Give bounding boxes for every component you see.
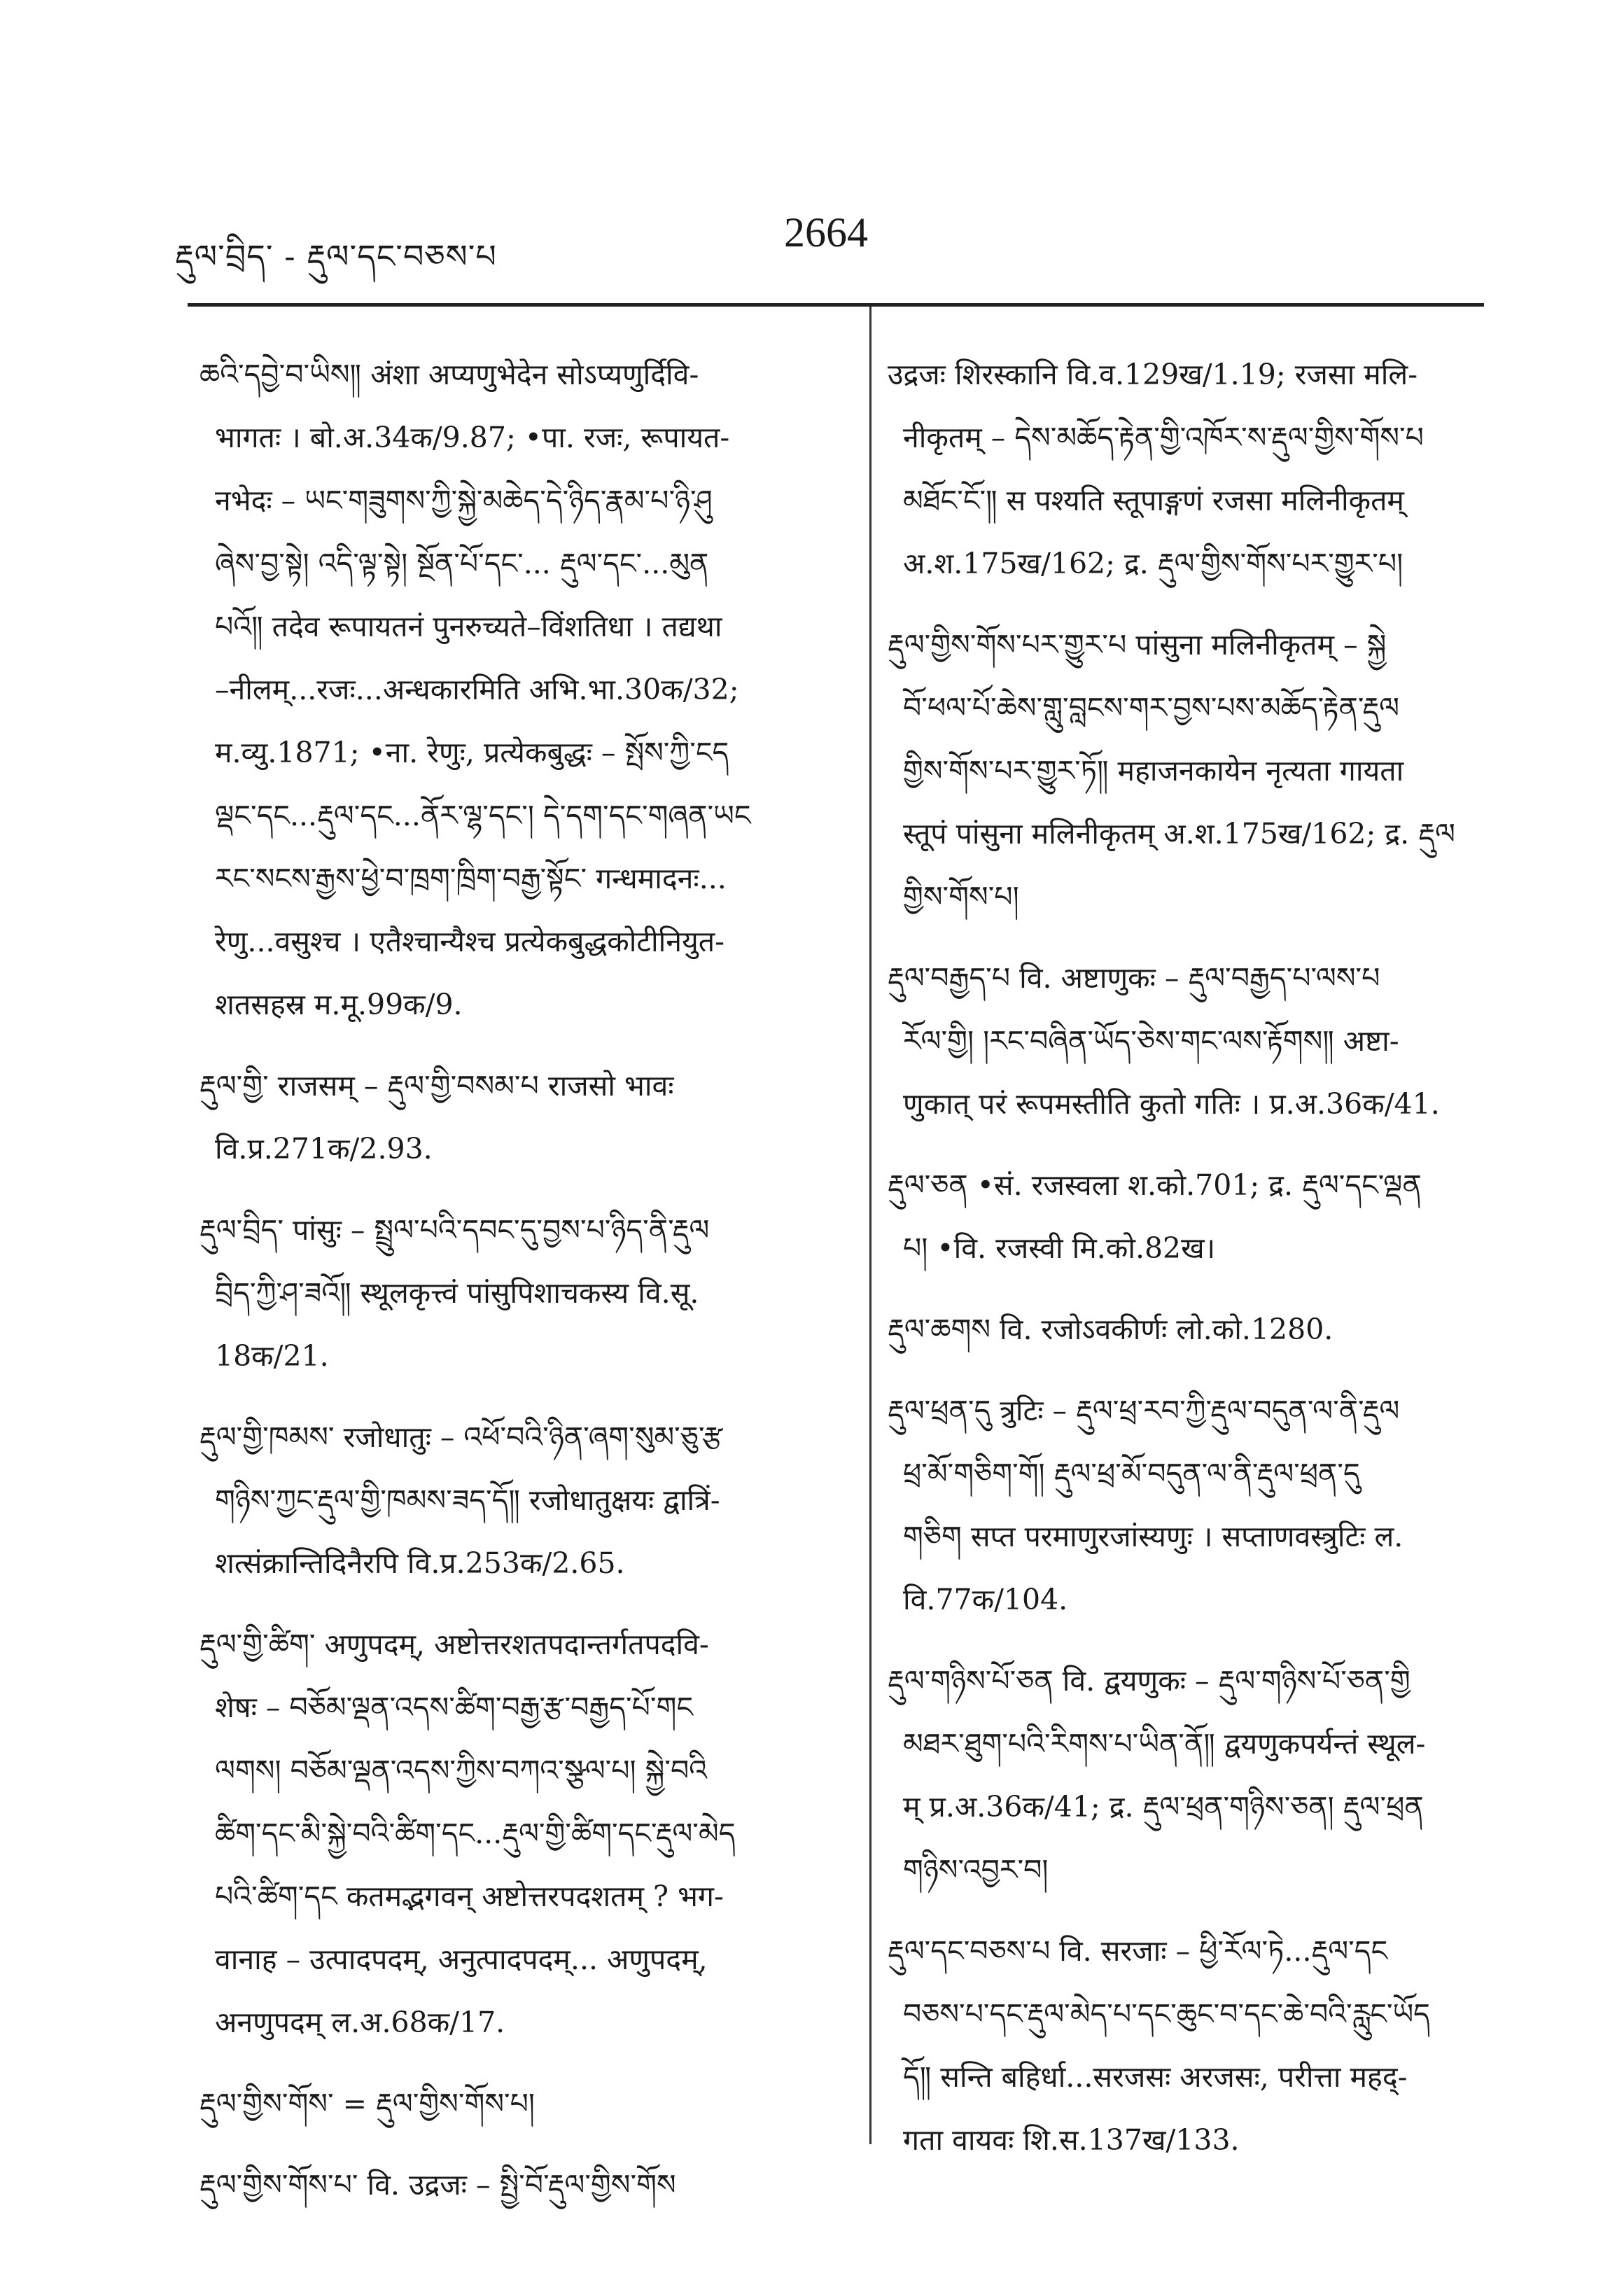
dictionary-entry	[200, 2153, 830, 2216]
dictionary-entry	[888, 1154, 1504, 1280]
entry-line: अ.श.175ख/162; द्र. རྡུལ་གྱིས་གོས་པར་གྱུར་པ།	[903, 547, 1404, 580]
entry-headline: རྡུལ་གྱི་ཚིག་ अणुपदम्, अष्टोत्तरशतपदान्तर्गतपदवि-	[200, 1628, 709, 1661]
dictionary-entry	[200, 1198, 830, 1387]
dictionary-entry	[200, 1406, 830, 1595]
dictionary-entry	[200, 2072, 830, 2135]
entry-line: དོ༎ सन्ति बहिर्धा...सरजसः अरजसः, परीत्ता महद्-	[903, 2060, 1408, 2094]
entry-line: भागतः । बो.अ.34क/9.87; •पा. रजः, रूपायत-	[215, 421, 730, 454]
entry-line: པ། •वि. रजस्वी मि.को.82ख।	[903, 1231, 1216, 1265]
header-rule	[188, 303, 1484, 307]
entry-line: ལགས། བཅོམ་ལྡན་འདས་ཀྱིས་བཀའ་སྩལ་པ། སྐྱེ་བའི	[215, 1754, 708, 1787]
entry-line: ཚིག་དང་མི་སྐྱེ་བའི་ཚིག་དང...རྡུལ་གྱི་ཚིག་དང་རྡུལ་མེད	[215, 1817, 736, 1850]
entry-line: གྱིས་གོས་པར་གྱུར་ཏོ༎ महाजनकायेन नृत्यता गायता	[903, 754, 1404, 788]
entry-line: शतसहस्र म.मू.99क/9.	[215, 988, 463, 1021]
entry-line: नभेदः – ཡང་གཟུགས་ཀྱི་སྐྱེ་མཆེད་དེ་ཉིད་རྣམ་པ་ཉི་ཤུ	[215, 484, 713, 517]
dictionary-entry	[888, 613, 1504, 928]
entry-line: པའི་ཚིག་དང कतमद्भगवन् अष्टोत्तरपदशतम् ? भग-	[215, 1880, 724, 1913]
entry-headline: རྡུལ་དང་བཅས་པ वि. सरजाः – ཕྱི་རོལ་ཏེ...རྡུལ་དང	[888, 1934, 1388, 1968]
entry-headline: རྡུལ་གཉིས་པོ་ཅན वि. द्वयणुकः – རྡུལ་གཉིས་པོ་ཅན་གྱི	[888, 1664, 1410, 1698]
dictionary-entry	[200, 1054, 830, 1180]
entry-line: རང་སངས་རྒྱས་ཕྱེ་བ་ཁྲག་ཁྲིག་བརྒྱ་སྟོང་ गन्धमादनः...	[215, 862, 727, 895]
dictionary-entry	[888, 1919, 1504, 2171]
column-divider	[869, 307, 872, 2144]
entry-headline: རྡུལ་གྱི་ राजसम् – རྡུལ་གྱི་བསམ་པ राजसो भावः	[200, 1069, 674, 1103]
entry-line: བོ་ཕལ་པོ་ཆེས་གླུ་བླངས་གར་བྱས་པས་མཆོད་རྟེན་རྡུལ	[903, 691, 1400, 725]
running-head: རྡུལ་བྲིད་ - རྡུལ་དང་བཅས་པ	[175, 237, 497, 275]
entry-headline: རྡུལ་ཕྲན་དུ त्रुटिः – རྡུལ་ཕྲ་རབ་ཀྱི་རྡུལ་བདུན་ལ་ནི་རྡུལ	[888, 1394, 1400, 1427]
entry-line: གཉིས་འབྱར་བ།	[903, 1853, 1049, 1887]
entry-line: 18क/21.	[215, 1339, 329, 1373]
entry-headline: ཆའི་དབྱེ་བ་ཡིས༎ अंशा अप्यणुभेदेन सोऽप्यणुर्दिवि-	[200, 358, 699, 391]
entry-line: वि.प्र.271क/2.93.	[215, 1132, 433, 1166]
entry-headline: རྡུལ་གྱི་ཁམས་ रजोधातुः – འཕོ་བའི་ཉིན་ཞག་སུམ་ཅུ་རྩ	[200, 1420, 723, 1454]
entry-line: གཅིག सप्त परमाणुरजांस्यणुः । सप्ताणवस्त्रुटिः ल.	[903, 1520, 1404, 1553]
entry-line: शत्संक्रान्तिदिनैरपि वि.प्र.253क/2.65.	[215, 1546, 625, 1580]
entry-line: བཅས་པ་དང་རྡུལ་མེད་པ་དང་ཆུང་བ་དང་ཆེ་བའི་རླུང་ཡོད	[903, 1997, 1430, 2031]
entry-line: –नीलम्...रजः...अन्धकारमिति अभि.भा.30क/32;	[215, 673, 739, 706]
entry-headline: རྡུལ་བྲིད་ पांसुः – སྤྲུལ་པའི་དབང་དུ་བྱས་པ་ཉིད་ནི་རྡུལ	[200, 1213, 710, 1247]
dictionary-entry	[888, 1649, 1504, 1901]
entry-headline: उद्रजः शिरस्कानि वि.व.129ख/1.19; रजसा मलि-	[888, 358, 1418, 391]
entry-line: म् प्र.अ.36क/41; द्र. རྡུལ་ཕྲན་གཉིས་ཅན། རྡུལ་ཕྲན	[903, 1790, 1424, 1824]
dictionary-entry	[888, 1379, 1504, 1631]
entry-line: གཉིས་ཀྱང་རྡུལ་གྱི་ཁམས་ཟད་དོ༎ रजोधातुक्षयः द्वात्रिं-	[215, 1483, 720, 1517]
entry-line: བྲིད་ཀྱི་ཤ་ཟའོ༎ स्थूलकृत्त्वं पांसुपिशाचकस्य वि.सू.	[215, 1276, 699, 1310]
entry-line: णुकात् परं रूपमस्तीति कुतो गतिः । प्र.अ.36क/41.	[903, 1087, 1440, 1121]
entry-headline: རྡུལ་གྱིས་གོས་ = རྡུལ་གྱིས་གོས་པ།	[200, 2087, 535, 2120]
dictionary-entry	[200, 1613, 830, 2054]
entry-headline: རྡུལ་གྱིས་གོས་པ་ वि. उद्रजः – སྤྱི་བོ་རྡུལ་གྱིས་གོས	[200, 2168, 676, 2202]
page-number: 2664	[784, 209, 868, 256]
entry-line: अनणुपदम् ल.अ.68क/17.	[215, 2006, 505, 2039]
entry-line: གྱིས་གོས་པ།	[903, 880, 1019, 914]
dictionary-entry	[200, 343, 830, 1036]
entry-headline: རྡུལ་བརྒྱད་པ वि. अष्टाणुकः – རྡུལ་བརྒྱད་པ་ལས་པ	[888, 961, 1380, 995]
entry-line: ཕྲ་མོ་གཅིག་གོ། རྡུལ་ཕྲ་མོ་བདུན་ལ་ནི་རྡུལ་ཕྲན་དུ	[903, 1457, 1360, 1490]
entry-line: པའོ༎ तदेव रूपायतनं पुनरुच्यते–विंशतिधा । तद्यथा	[215, 610, 722, 643]
entry-line: རོལ་གྱི། །རང་བཞིན་ཡོད་ཅེས་གང་ལས་རྟོགས༎ अष्टा-	[903, 1024, 1399, 1058]
entry-line: नीकृतम् – དེས་མཆོད་རྟེན་གྱི་འཁོར་ས་རྡུལ་གྱིས་གོས་པ	[903, 421, 1424, 454]
entry-headline: རྡུལ་ཆགས वि. रजोऽवकीर्णः लो.को.1280.	[888, 1313, 1334, 1346]
entry-line: म.व्यु.1871; •ना. रेणुः, प्रत्येकबुद्धः – སྤོས་ཀྱི་ངད	[215, 736, 729, 769]
entry-line: वानाह – उत्पादपदम्, अनुत्पादपदम्... अणुपदम्,	[215, 1943, 708, 1976]
dictionary-entry	[888, 946, 1504, 1135]
entry-headline: རྡུལ་ཅན •सं. रजस्वला श.को.701; द्र. རྡུལ་དང་ལྡན	[888, 1168, 1422, 1202]
entry-line: ཞེས་བྱ་སྟེ། འདི་ལྟ་སྟེ། སྔོན་པོ་དང་... རྡུལ་དང་...མུན	[215, 547, 709, 580]
dictionary-entry	[888, 1298, 1504, 1361]
entry-line: वि.77क/104.	[903, 1583, 1068, 1616]
right-column	[888, 343, 1504, 2190]
entry-line: रेणु...वसुश्च । एतैश्चान्यैश्च प्रत्येकबुद्धकोटीनियुत-	[215, 925, 724, 958]
entry-line: མཐར་ཐུག་པའི་རིགས་པ་ཡིན་ནོ༎ द्वयणुकपर्यन्तं स्थूल-	[903, 1727, 1426, 1761]
entry-headline: རྡུལ་གྱིས་གོས་པར་གྱུར་པ पांसुना मलिनीकृतम् – སྐྱེ	[888, 628, 1387, 662]
entry-line: ལྡང་དང...རྡུལ་དང...ནོར་ལྷ་དང་། དེ་དག་དང་གཞན་ཡང	[215, 799, 751, 832]
entry-line: མཐོང་ངོ་༎ स पश्यति स्तूपाङ्गणं रजसा मलिनीकृतम्	[903, 484, 1404, 517]
entry-line: गता वायवः शि.स.137ख/133.	[903, 2123, 1240, 2157]
left-column	[200, 343, 830, 2234]
entry-line: स्तूपं पांसुना मलिनीकृतम् अ.श.175ख/162; द्र. རྡུལ	[903, 817, 1455, 851]
dictionary-entry	[888, 343, 1504, 595]
entry-line: शेषः – བཅོམ་ལྡན་འདས་ཚིག་བརྒྱ་རྩ་བརྒྱད་པོ་གང	[215, 1691, 694, 1724]
